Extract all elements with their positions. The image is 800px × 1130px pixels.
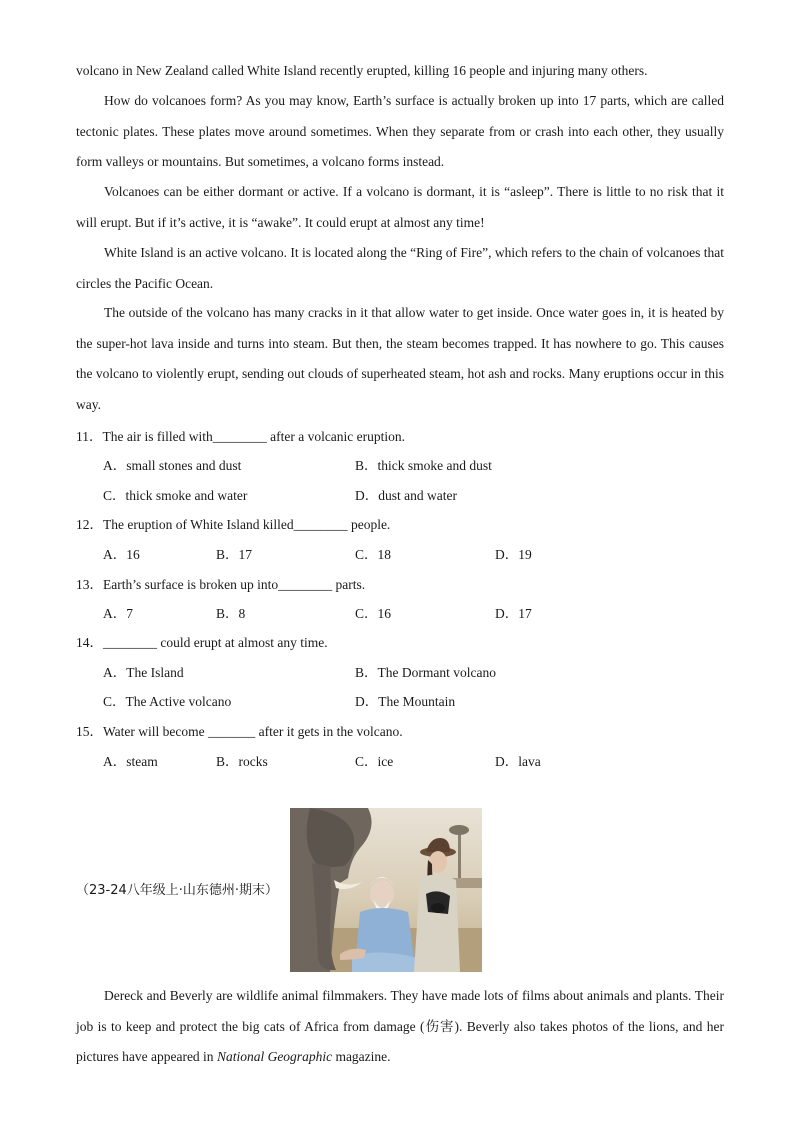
section2-paragraph-1 xyxy=(76,981,724,1073)
passage-paragraph-3: White Island is an active volcano. It is located along the “Ring of Fire”, which refers to the chain of volcanoes that circles the Pacific Ocean. xyxy=(76,245,724,291)
question-12-option-b: B．17 xyxy=(216,547,253,562)
question-11-option-a: A．small stones and dust xyxy=(103,458,242,473)
question-15-option-a: A．steam xyxy=(103,754,158,769)
question-13-option-c: C．16 xyxy=(355,606,392,621)
question-13-option-b: B．8 xyxy=(216,606,246,621)
passage-paragraph-2: Volcanoes can be either dormant or active. If a volcano is dormant, it is “asleep”. There is little to no risk that it will erupt. But if it’s active, it is “awake”. It could erupt at almost any time! xyxy=(76,184,724,230)
section2-paragraph-1-end: magazine. xyxy=(332,1049,391,1065)
question-15-option-b: B．rocks xyxy=(216,754,268,769)
question-12-option-c: C．18 xyxy=(355,547,392,562)
passage-paragraph-0: volcano in New Zealand called White Island recently erupted, killing 16 people and injuring many others. xyxy=(76,63,648,78)
passage-paragraph-4: The outside of the volcano has many cracks in it that allow water to get inside. Once water goes in, it is heated by the super-hot lava inside and turns into steam. But then, the steam becomes trapped. It has nowhere to go. This causes the volcano to violently erupt, sending out clouds of superheated steam, hot ash and rocks. Many eruptions occur in this way. xyxy=(76,305,724,412)
question-12-stem: 12．The eruption of White Island killed________ people. xyxy=(76,517,391,532)
passage-paragraph-1: How do volcanoes form? As you may know, Earth’s surface is actually broken up into 17 parts, which are called tectonic plates. These plates move around sometimes. When they separate from or crash into each other, they usually form valleys or mountains. But sometimes, a volcano forms instead. xyxy=(76,93,724,170)
question-14-option-a: A．The Island xyxy=(103,665,184,680)
question-11-option-d: D．dust and water xyxy=(355,488,457,503)
question-11-stem: 11．The air is filled with________ after a volcanic eruption. xyxy=(76,429,406,444)
question-14-option-c: C．The Active volcano xyxy=(103,694,232,709)
question-13-option-a: A．7 xyxy=(103,606,133,621)
section2-paragraph-1-text: Dereck and Beverly are wildlife animal filmmakers. They have made lots of films about animals and plants. Their job is to keep and protect the big cats of Africa from damage (伤害). Beverly also takes photos of the lions, and her pictures have appeared in xyxy=(76,988,724,1065)
question-15-stem: 15．Water will become _______ after it gets in the volcano. xyxy=(76,724,403,739)
question-15-option-d: D．lava xyxy=(495,754,541,769)
question-15-option-c: C．ice xyxy=(355,754,394,769)
filmmakers-elephant-photo xyxy=(290,808,482,972)
question-12-option-a: A．16 xyxy=(103,547,140,562)
question-14-option-b: B．The Dormant volcano xyxy=(355,665,496,680)
source-note: （23-24八年级上·山东德州·期末） xyxy=(76,883,279,898)
question-13-option-d: D．17 xyxy=(495,606,532,621)
question-14-option-d: D．The Mountain xyxy=(355,694,456,709)
question-11-option-c: C．thick smoke and water xyxy=(103,488,248,503)
magazine-title: National Geographic xyxy=(216,1049,333,1065)
question-14-stem: 14．________ could erupt at almost any time. xyxy=(76,635,328,650)
question-13-stem: 13．Earth’s surface is broken up into________ parts. xyxy=(76,577,366,592)
question-11-option-b: B．thick smoke and dust xyxy=(355,458,492,473)
question-12-option-d: D．19 xyxy=(495,547,532,562)
